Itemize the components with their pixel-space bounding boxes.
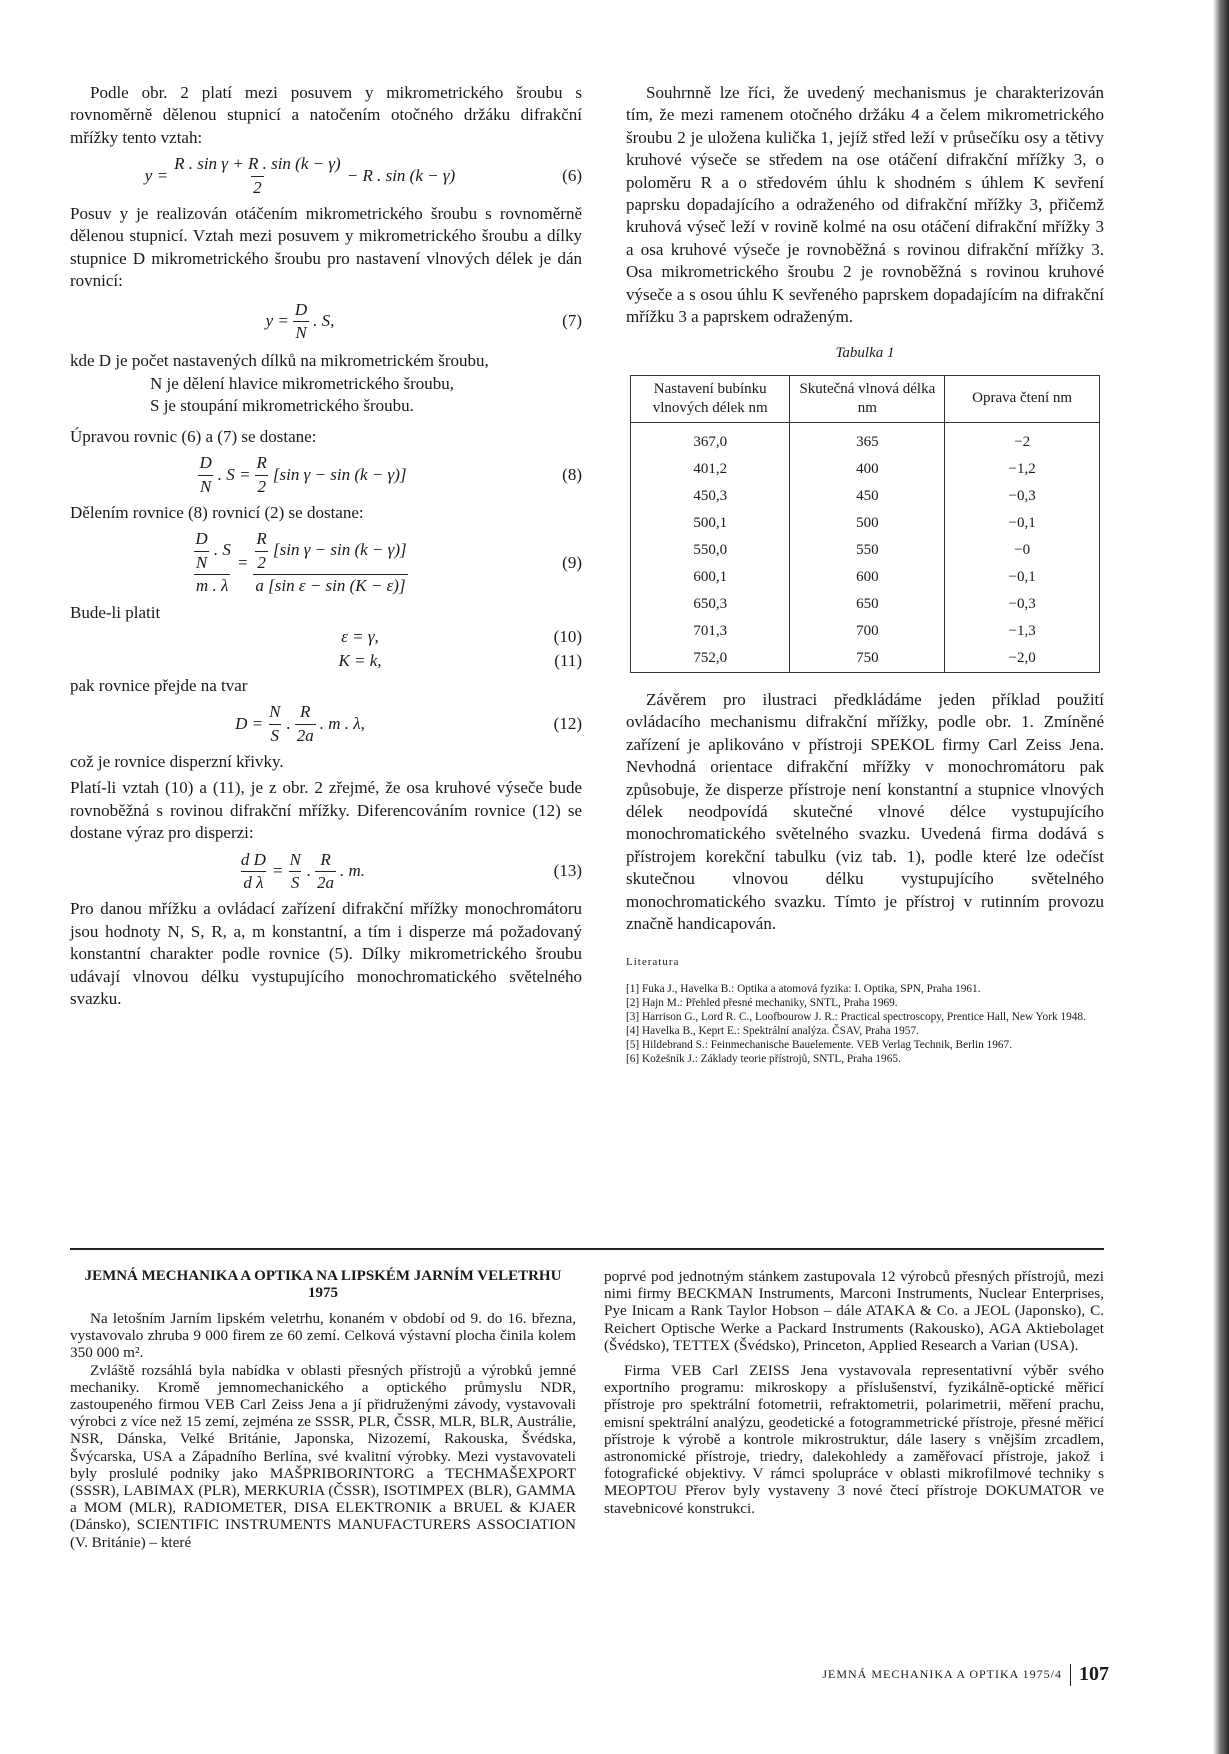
page-footer: [822, 1663, 1109, 1686]
equation-number: (8): [562, 464, 582, 484]
table-row: [631, 483, 1100, 510]
paragraph: Platí-li vztah (10) a (11), je z obr. 2 zřejmé, že osa kruhové výseče bude rovnoběžná s rovinou difrakční mřížky. Diferencováním rovnice (12) se dostane výraz pro disperzi:: [70, 778, 582, 843]
equation-9: $\frac{D}{N}$ . S m . λ = $\frac{R}{2}$ [sin γ − sin (k − γ)] a [sin ε − sin (K − ε)] (9): [70, 528, 582, 597]
table-cell: 600,1: [631, 564, 790, 591]
paragraph: Podle obr. 2 platí mezi posuvem y mikrometrického šroubu s rovnoměrně dělenou stupnicí a natočením otočného držáku difrakční mřížky tento vztah:: [70, 83, 582, 147]
table-cell: −0,3: [945, 483, 1100, 510]
table-cell: 365: [790, 422, 945, 456]
table-cell: 367,0: [631, 422, 790, 456]
table-row: [631, 510, 1100, 537]
table-row: [631, 591, 1100, 618]
table-cell: 752,0: [631, 645, 790, 673]
table-cell: 500,1: [631, 510, 790, 537]
equation-number: (10): [553, 626, 582, 646]
table-row: [631, 645, 1100, 673]
table-cell: −2,0: [945, 645, 1100, 673]
table-cell: 701,3: [631, 618, 790, 645]
paragraph: Pro danou mřížku a ovládací zařízení difrakční mřížky monochromátoru jsou hodnoty N, S, R, a, m konstantní, a tím i disperze má požadovaný konstantní charakter podle rovnice (5). Dílky mikrometrického šroubu udávají vlnovou délku vystupujícího monochromatického světelného svazku.: [70, 899, 582, 1009]
table-row: [631, 618, 1100, 645]
page-edge-shadow: [1213, 0, 1229, 1754]
table-cell: 550,0: [631, 537, 790, 564]
correction-table: [630, 375, 1100, 673]
equation-number: (11): [554, 651, 582, 671]
section-divider: [70, 1248, 1104, 1250]
literature-item: [4] Havelka B., Keprt E.: Spektrální analýza. ČSAV, Praha 1957.: [626, 1024, 919, 1037]
table-cell: −1,2: [945, 456, 1100, 483]
literature-list: [626, 982, 1104, 1066]
paragraph: Zvláště rozsáhlá byla nabídka v oblasti přesných přístrojů a výrobků jemné mechaniky. Kromě jemnomechanického a optického průmyslu NDR, zastoupeného firmou VEB Carl Zeiss Jena a jí přidruženými závody, vystavovali výrobci z více než 15 zemí, zejména ze SSSR, PLR, ČSSR, MLR, BLR, Austrálie, NSR, Dánska, Velké Británie, Japonska, Nizozemí, Rakouska, Švédska, Švýcarska, USA a Západního Berlína, své kvalitní výrobky. Mezi vystavovateli byly proslulé podniky jako MAŠPRIBORINTORG a TECHMAŠEXPORT (SSSR), LABIMAX (PLR), MERKURIA (ČSSR), ISOTIMPEX (BLR), GAMMA a MOM (MLR), RADIOMETER, DISA ELEKTRONIK a BRUEL & KJAER (Dánsko), SCIENTIFIC INSTRUMENTS MANUFACTURERS ASSOCIATION (V. Británie) – které: [70, 1361, 576, 1551]
equation-13: $\frac{\text{d D}}{\text{d λ}}$ = $\frac{N}{S}$ . $\frac{R}{2a}$ . m. (13): [70, 849, 582, 895]
table-row: [631, 537, 1100, 564]
literature-item: [2] Hajn M.: Přehled přesné mechaniky, SNTL, Praha 1969.: [626, 996, 898, 1009]
literature-item: [3] Harrison G., Lord R. C., Loofbourow J. R.: Practical spectroscopy, Prentice Hall, New York 1948.: [626, 1010, 1086, 1023]
table-cell: 650,3: [631, 591, 790, 618]
paragraph: Bude-li platit: [70, 602, 161, 622]
equation-12: D = $\frac{N}{S}$ . $\frac{R}{2a}$ . m . λ, (12): [70, 701, 582, 747]
table-cell: 500: [790, 510, 945, 537]
table-cell: −2: [945, 422, 1100, 456]
table-header-row: [631, 375, 1100, 422]
table-cell: −0,1: [945, 510, 1100, 537]
paragraph: Na letošním Jarním lipském veletrhu, konaném v období od 9. do 16. března, vystavovalo zhruba 9 000 firem ze 60 zemí. Celková výstavní plocha činila kolem 350 000 m².: [70, 1310, 576, 1362]
article-title: JEMNÁ MECHANIKA A OPTIKA NA LIPSKÉM JARNÍM VELETRHU 1975: [84, 1268, 562, 1301]
eq-rest: − R . sin (k − γ): [346, 165, 456, 185]
right-column: [626, 82, 1104, 1066]
table-header: Skutečná vlnová délka nm: [790, 375, 945, 422]
equation-6: [70, 153, 582, 199]
paragraph: Dělením rovnice (8) rovnicí (2) se dostane:: [70, 502, 364, 522]
table-row: [631, 564, 1100, 591]
paragraph: Závěrem pro ilustraci předkládáme jeden příklad použití ovládacího mechanismu difrakční mřížky, podle obr. 1. Zmíněné zařízení je aplikováno v přístroji SPEKOL firmy Carl Zeiss Jena. Nevhodná orientace difrakční mřížky v monochromátoru pak způsobuje, že disperze přístroje není konstantní a stupnice vlnových délek neodpovídá skutečné vlnové délce vystupujícího monochromatického světelného svazku. Uvedená firma dodává s přístrojem korekční tabulku (viz tab. 1), podle které lze odečíst skutečnou vlnovou délku vystupujícího světelného monochromatického svazku. Tímto je přístroj v rutinním provozu značně handicapován.: [626, 689, 1104, 933]
fraction: $\frac{\text{R . sin γ + R . sin (k − γ)}}{2}$: [172, 153, 343, 199]
fraction: $\frac{D}{N}$: [293, 299, 309, 345]
table-cell: −0: [945, 537, 1100, 564]
equation-number: (12): [553, 713, 582, 733]
definition-list: kde D je počet nastavených dílků na mikrometrickém šroubu, N je dělení hlavice mikrometrického šroubu, S je stoupání mikrometrického šroubu.: [70, 351, 489, 416]
article-right-column: [604, 1268, 1104, 1517]
table-cell: −1,3: [945, 618, 1100, 645]
page-number: 107: [1079, 1663, 1109, 1685]
table-header: Oprava čtení nm: [945, 375, 1100, 422]
paragraph: Souhrnně lze říci, že uvedený mechanismus je charakterizován tím, že mezi ramenem otočného držáku 4 a čelem mikrometrického šroubu 2 je uložena kulička 1, jejíž střed leží v průsečíku osy a tětivy kruhové výseče se středem na ose otáčení difrakční mřížky 3, o poloměru R a o středovém úhlu k shodném s úhlem K sevření paprsku dopadajícího a odraženého od difrakční mřížky 3, přičemž kruhová výseč leží v rovině kolmé na osu otáčení difrakční mřížky 3 a osa kruhové výseče je rovnoběžná s rovinou difrakční mřížky 3. Osa mikrometrického šroubu 2 je rovnoběžná s rovinou kruhové výseče a s osou úhlu K sevřeného paprskem dopadajícím na difrakční mřížku 3 a paprskem odraženým.: [626, 83, 1104, 327]
equation-number: (6): [562, 165, 582, 185]
left-column: [70, 82, 582, 1010]
table-cell: −0,1: [945, 564, 1100, 591]
table-cell: 750: [790, 645, 945, 673]
table-cell: 401,2: [631, 456, 790, 483]
table-cell: 650: [790, 591, 945, 618]
table-cell: 600: [790, 564, 945, 591]
paragraph: Firma VEB Carl ZEISS Jena vystavovala representativní výběr svého exportního programu: mikroskopy a příslušenství, fyzikálně-optické měřicí přístroje pro spektrální fotometrii, refraktometrii, polarimetrii, měření prachu, emisní spektrální analýzu, geodetické a fotogrammetrické přístroje, přesné měřicí přístroje k výrobě a kontrole mikrostruktur, dále lasery s vnějším zrcadlem, astronomické přístroje, triedry, dalekohledy a zaměřovací přístroje, jakož i fotografické objektivy. V rámci spolupráce v oblasti mikrofilmové techniky s MEOPTOU Přerov byly vystaveny 3 nové čtecí přístroje DOKUMATOR ve stavebnicové konstrukci.: [604, 1362, 1104, 1517]
equation-8: $\frac{D}{N}$ . S = $\frac{R}{2}$ [sin γ − sin (k − γ)] (8): [70, 452, 582, 498]
table-row: [631, 456, 1100, 483]
table-cell: 700: [790, 618, 945, 645]
equation-number: (13): [553, 861, 582, 881]
table-cell: 550: [790, 537, 945, 564]
table-cell: −0,3: [945, 591, 1100, 618]
equation-number: (9): [562, 552, 582, 572]
literature-item: [6] Kožešník J.: Základy teorie přístrojů, SNTL, Praha 1965.: [626, 1052, 901, 1065]
paragraph: což je rovnice disperzní křivky.: [70, 751, 284, 771]
equation-7: y = $\frac{D}{N}$ . S, (7): [70, 299, 582, 345]
equation-number: (7): [562, 311, 582, 331]
table-header: Nastavení bubínku vlnových délek nm: [631, 375, 790, 422]
table-cell: 450,3: [631, 483, 790, 510]
table-cell: 400: [790, 456, 945, 483]
literature-heading: Literatura: [626, 956, 680, 969]
equation-11: K = k, (11): [70, 650, 582, 672]
equation-10: ε = γ, (10): [70, 626, 582, 648]
article-left-column: [70, 1268, 576, 1551]
table-caption: Tabulka 1: [835, 345, 895, 362]
paragraph: pak rovnice přejde na tvar: [70, 675, 248, 695]
paragraph: Úpravou rovnic (6) a (7) se dostane:: [70, 426, 317, 446]
table-cell: 450: [790, 483, 945, 510]
footer-divider: [1070, 1664, 1071, 1686]
table-row: [631, 422, 1100, 456]
literature-item: [5] Hildebrand S.: Feinmechanische Bauelemente. VEB Verlag Technik, Berlin 1967.: [626, 1038, 1013, 1051]
paragraph: poprvé pod jednotným stánkem zastupovala 12 výrobců přesných přístrojů, mezi nimi firmy BECKMAN Instruments, Marconi Instruments, Nuclear Enterprises, Pye Inicam a Rank Taylor Hobson – dále ATAKA & Co. a JEOL (Japonsko), C. Reichert Optische Werke a Packard Instruments (Rakousko), AGA Aktiebolaget (Švédsko), TETTEX (Švédsko), Princeton, Applied Research a Varian (USA).: [604, 1268, 1104, 1354]
eq-lhs: y =: [144, 165, 169, 185]
journal-name: JEMNÁ MECHANIKA A OPTIKA 1975/4: [822, 1667, 1062, 1681]
literature-item: [1] Fuka J., Havelka B.: Optika a atomová fyzika: I. Optika, SPN, Praha 1961.: [626, 982, 981, 995]
paragraph: Posuv y je realizován otáčením mikrometrického šroubu s rovnoměrně dělenou stupnicí. Vztah mezi posuvem y mikrometrického šroubu a dílky stupnice D mikrometrického šroubu pro nastavení vlnových délek je dán rovnicí:: [70, 204, 582, 291]
